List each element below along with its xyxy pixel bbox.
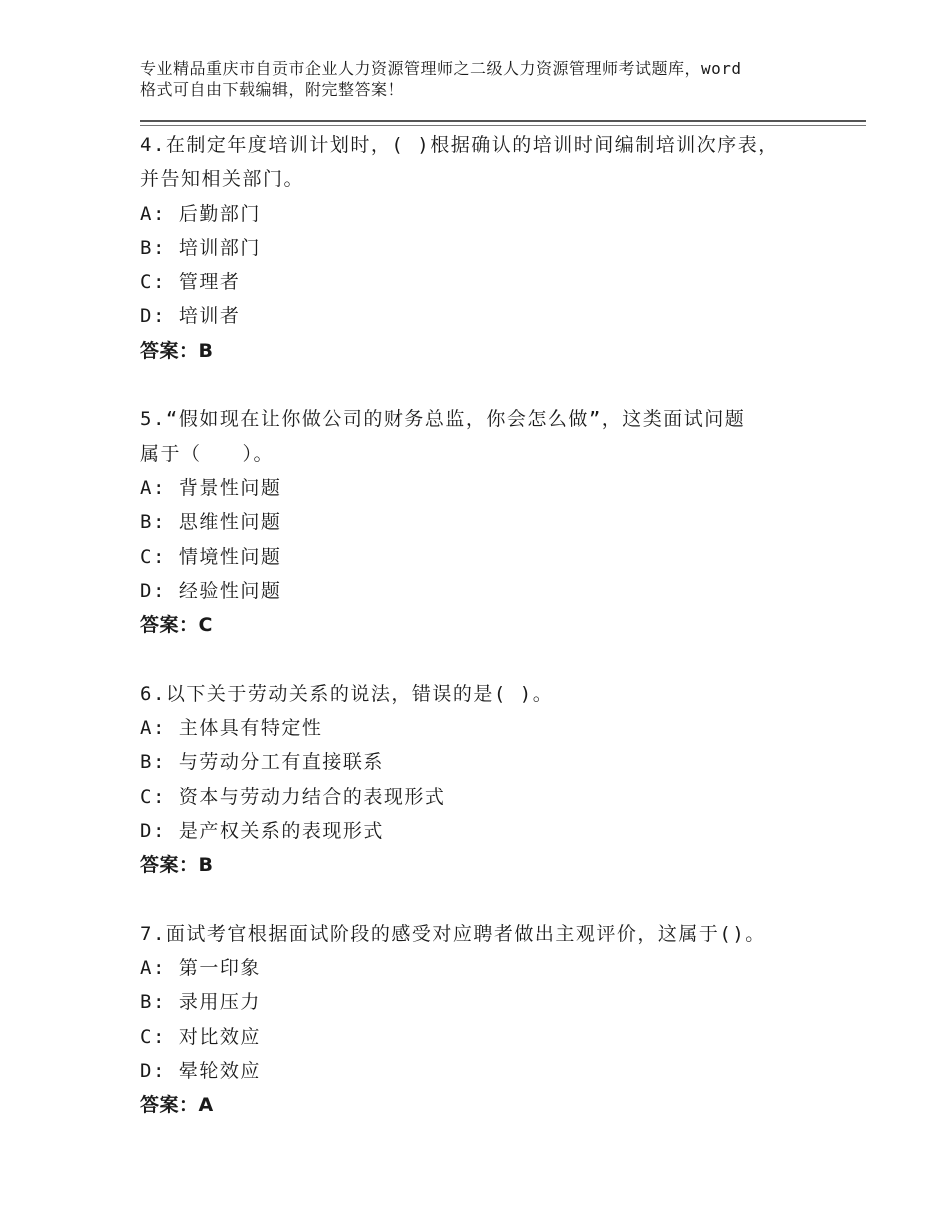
question-list [140,128,840,1123]
question-7 [140,917,840,1123]
header-line: 专业精品重庆市自贡市企业人力资源管理师之二级人力资源管理师考试题库，word [140,59,742,78]
question-6 [140,677,840,883]
option-d: D: 晕轮效应 [140,1060,261,1083]
option-d: D: 是产权关系的表现形式 [140,819,384,842]
question-text: 6.以下关于劳动关系的说法，错误的是( )。 [140,682,554,705]
document-header [140,58,840,100]
option-d: D: 经验性问题 [140,579,282,602]
question-5 [140,402,840,642]
answer: 答案：A [140,1094,214,1117]
option-b: B: 录用压力 [140,991,261,1014]
question-4 [140,128,840,368]
option-c: C: 情境性问题 [140,545,282,568]
option-b: B: 培训部门 [140,236,261,259]
answer: 答案：C [140,614,213,637]
question-text: 并告知相关部门。 [140,168,305,191]
answer: 答案：B [140,339,214,362]
option-a: A: 后勤部门 [140,202,261,225]
question-text: 5.“假如现在让你做公司的财务总监，你会怎么做”，这类面试问题 [140,408,746,431]
option-c: C: 对比效应 [140,1025,261,1048]
answer: 答案：B [140,854,214,877]
option-d: D: 培训者 [140,305,241,328]
option-a: A: 背景性问题 [140,476,282,499]
question-text: 7.面试考官根据面试阶段的感受对应聘者做出主观评价，这属于()。 [140,922,766,945]
option-a: A: 第一印象 [140,957,261,980]
header-divider-thin [140,125,866,126]
option-a: A: 主体具有特定性 [140,717,323,740]
question-text: 属于（ ）。 [140,442,275,465]
header-line: 格式可自由下载编辑，附完整答案！ [140,80,405,99]
option-b: B: 思维性问题 [140,511,282,534]
option-c: C: 资本与劳动力结合的表现形式 [140,785,446,808]
option-b: B: 与劳动分工有直接联系 [140,751,384,774]
header-divider-thick [140,120,866,122]
option-c: C: 管理者 [140,271,241,294]
question-text: 4.在制定年度培训计划时，( )根据确认的培训时间编制培训次序表， [140,134,779,156]
